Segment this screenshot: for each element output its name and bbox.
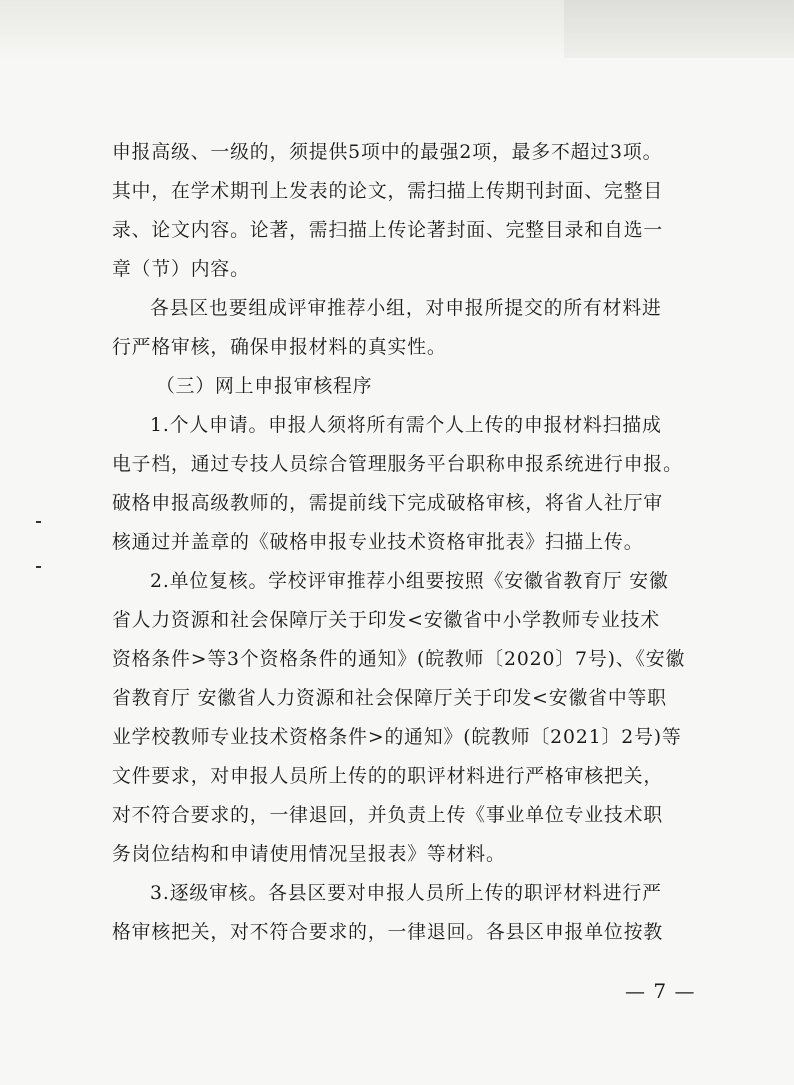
text-line: 资格条件>等3个资格条件的通知》(皖教师〔2020〕7号)、《安徽	[112, 649, 686, 670]
text-line: 其中，在学术期刊上发表的论文，需扫描上传期刊封面、完整目	[112, 181, 664, 202]
text-line: 3.逐级审核。各县区要对申报人员所上传的职评材料进行严	[150, 883, 662, 904]
text-line: 格审核把关，对不符合要求的，一律退回。各县区申报单位按教	[112, 922, 664, 943]
page-number: — 7 —	[625, 979, 696, 1003]
text-line: 申报高级、一级的，须提供5项中的最强2项，最多不超过3项。	[112, 142, 663, 163]
text-line: 章（节）内容。	[112, 259, 250, 280]
text-line: 文件要求，对申报人员所上传的的职评材料进行严格审核把关，	[112, 766, 664, 787]
scan-top-scuff	[564, 0, 794, 58]
text-line: 核通过并盖章的《破格申报专业技术资格审批表》扫描上传。	[112, 532, 644, 553]
text-line: 业学校教师专业技术资格条件>的通知》(皖教师〔2021〕2号)等	[112, 727, 682, 748]
text-line: 务岗位结构和申请使用情况呈报表》等材料。	[112, 844, 506, 865]
text-line: 电子档，通过专技人员综合管理服务平台职称申报系统进行申报。	[112, 454, 683, 475]
text-line: 各县区也要组成评审推荐小组，对申报所提交的所有材料进	[150, 298, 662, 319]
text-line: 破格申报高级教师的，需提前线下完成破格审核，将省人社厅审	[112, 493, 664, 514]
section-heading: （三）网上申报审核程序	[156, 376, 373, 397]
margin-mark	[36, 521, 41, 523]
text-line: 省教育厅 安徽省人力资源和社会保障厅关于印发<安徽省中等职	[112, 688, 667, 709]
text-line: 2.单位复核。学校评审推荐小组要按照《安徽省教育厅 安徽	[150, 571, 669, 592]
document-body	[112, 133, 692, 952]
text-line: 对不符合要求的，一律退回，并负责上传《事业单位专业技术职	[112, 805, 664, 826]
text-line: 1.个人申请。申报人须将所有需个人上传的申报材料扫描成	[150, 415, 662, 436]
margin-mark	[36, 566, 41, 568]
text-line: 行严格审核，确保申报材料的真实性。	[112, 337, 447, 358]
text-line: 省人力资源和社会保障厅关于印发<安徽省中小学教师专业技术	[112, 610, 661, 631]
text-line: 录、论文内容。论著，需扫描上传论著封面、完整目录和自选一	[112, 220, 664, 241]
